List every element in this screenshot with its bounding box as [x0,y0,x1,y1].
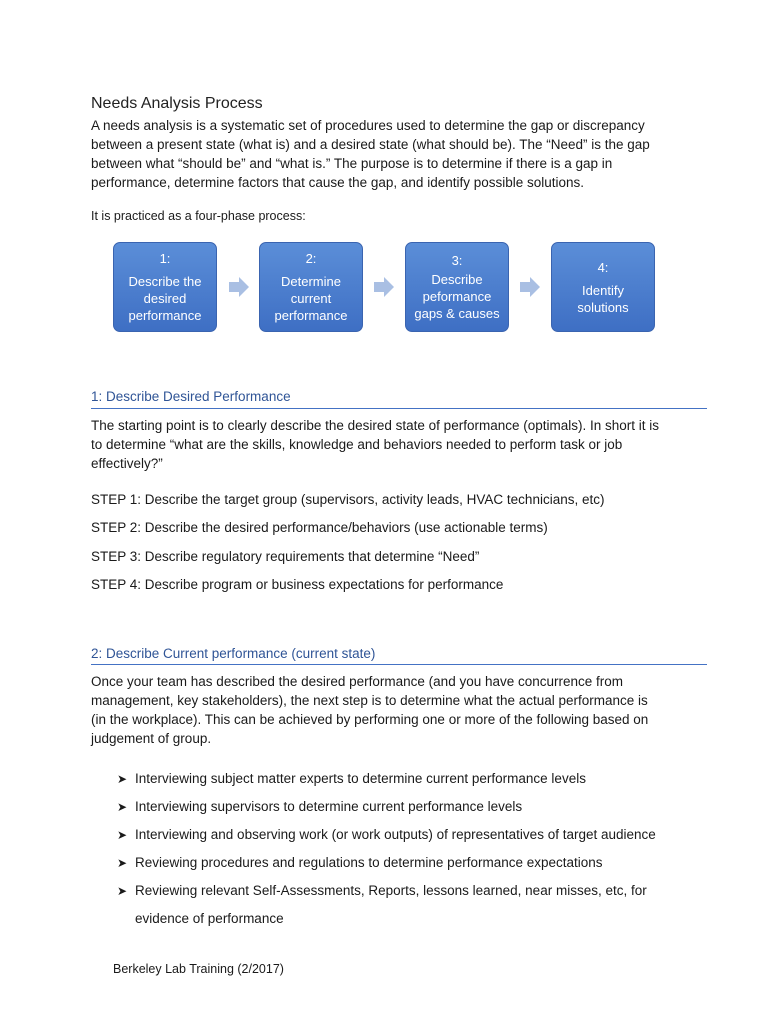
list-item-text: Interviewing and observing work (or work outputs) of representatives of target audience [135,827,656,842]
arrowhead-bullet-icon: ➤ [117,828,128,842]
phase-box-4 [551,242,655,332]
right-arrow-icon [373,276,395,298]
phase-label-line: Describe the [128,274,202,289]
phase-label-line: current [290,291,332,306]
list-item-text: Reviewing procedures and regulations to determine performance expectations [135,855,603,870]
list-item-text: Reviewing relevant Self-Assessments, Reports, lessons learned, near misses, etc, for [135,883,647,898]
arrowhead-bullet-icon: ➤ [117,800,128,814]
phase-label-line: desired [143,291,187,306]
right-arrow-icon [519,276,541,298]
step-item: STEP 4: Describe program or business expectations for performance [91,577,504,592]
phase-label-line: gaps & causes [414,306,500,321]
list-item [117,821,717,849]
phase-label-line: solutions [577,299,629,315]
section-heading-1: 1: Describe Desired Performance [91,389,291,404]
step-item: STEP 2: Describe the desired performance/behaviors (use actionable terms) [91,520,548,535]
process-lead-text: It is practiced as a four-phase process: [91,209,306,223]
list-item [117,849,717,877]
list-item-text: Interviewing supervisors to determine current performance levels [135,799,523,814]
intro-line: between what “should be” and “what is.” The purpose is to determine if there is a gap in [91,156,613,171]
phase-box-3 [405,242,509,332]
list-item [117,877,717,933]
section-heading-2: 2: Describe Current performance (current state) [91,646,376,661]
intro-line: A needs analysis is a systematic set of procedures used to determine the gap or discrepancy [91,118,645,133]
phase-number: 1: [159,251,171,266]
list-item [117,793,717,821]
right-arrow-icon [228,276,250,298]
intro-line: performance, determine factors that cause the gap, and identify possible solutions. [91,175,585,190]
phase-number: 4: [597,259,609,275]
list-item-text: evidence of performance [135,911,284,926]
phase-box-1 [113,242,217,332]
phase-label-line: peformance [422,289,492,304]
arrowhead-bullet-icon: ➤ [117,772,128,786]
phase-label-line: Identify [582,282,624,298]
page-footer: Berkeley Lab Training (2/2017) [113,962,284,976]
arrowhead-bullet-icon: ➤ [117,856,128,870]
heading-rule [91,664,707,665]
phase-number: 3: [451,253,463,268]
phase-box-2 [259,242,363,332]
list-item-text: Interviewing subject matter experts to determine current performance levels [135,771,586,786]
paragraph-line: effectively?” [91,456,163,471]
phase-number: 2: [305,251,317,266]
paragraph-line: management, key stakeholders), the next step is to determine what the actual performance is [91,693,648,708]
intro-paragraph [91,116,691,192]
phase-label-line: performance [274,308,348,323]
paragraph-line: judgement of group. [91,731,212,746]
phase-label-line: Determine [281,274,341,289]
intro-line: between a present state (what is) and a desired state (what should be). The “Need” is the gap [91,137,650,152]
step-item: STEP 3: Describe regulatory requirements that determine “Need” [91,549,480,564]
paragraph-line: The starting point is to clearly describe the desired state of performance (optimals). In short it is [91,418,660,433]
step-item: STEP 1: Describe the target group (supervisors, activity leads, HVAC technicians, etc) [91,492,605,507]
list-item [117,765,717,793]
heading-rule [91,408,707,409]
section2-paragraph [91,672,691,748]
arrowhead-bullet-icon: ➤ [117,884,128,898]
paragraph-line: Once your team has described the desired performance (and you have concurrence from [91,674,624,689]
page-title: Needs Analysis Process [91,95,263,112]
section1-paragraph [91,416,691,473]
phase-label-line: Describe [431,272,483,287]
phase-label-line: performance [128,308,202,323]
paragraph-line: (in the workplace). This can be achieved by performing one or more of the following based on [91,712,649,727]
paragraph-line: to determine “what are the skills, knowledge and behaviors needed to perform task or job [91,437,623,452]
bullet-list [117,765,717,933]
